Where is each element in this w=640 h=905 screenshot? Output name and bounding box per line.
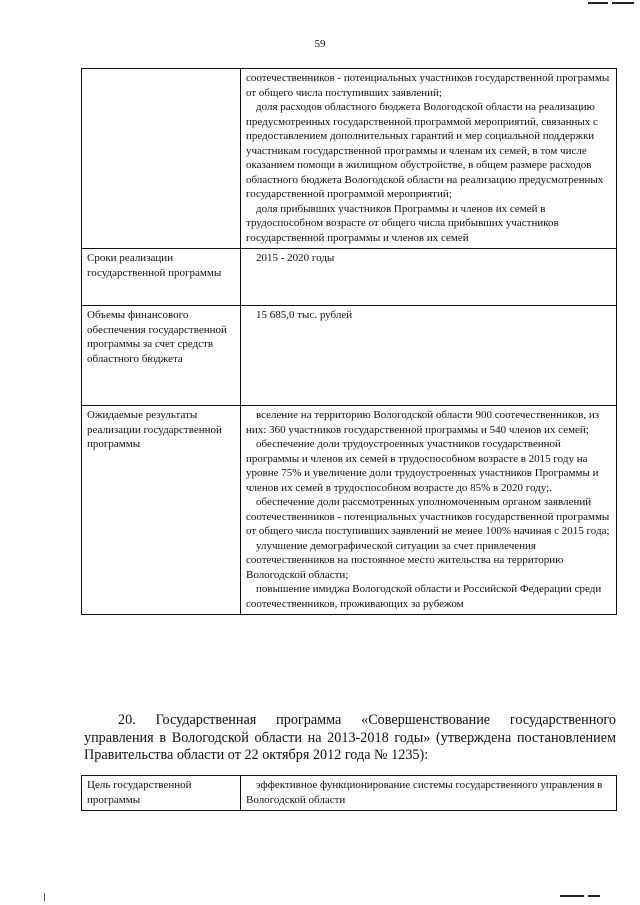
row-label-funding: Объемы финансового обеспечения государственной программы за счет средств областного бюджета xyxy=(82,306,241,406)
result-line: обеспечение доли трудоустроенных участников государственной программы и членов их семей в трудоспособном возрасте в 2015 году на уровне 75% и увеличение доли трудоустроенных участников Программы и членов их семей в трудоспособном возрасте до 85% в 2020 году;. xyxy=(246,438,599,494)
row-label-results: Ожидаемые результаты реализации государственной программы xyxy=(82,406,241,615)
row-label-terms: Сроки реализации государственной программы xyxy=(82,249,241,306)
indicator-line: доля прибывших участников Программы и членов их семей в трудоспособном возрасте от общего числа прибывших участников государственной программы и членов их семей xyxy=(246,202,559,244)
table-row-indicators xyxy=(82,69,617,249)
page-number: 59 xyxy=(314,38,326,50)
row-value-terms xyxy=(241,249,617,306)
table-row-results xyxy=(82,406,617,615)
indicator-line: соотечественников - потенциальных участников государственной программы от общего числа поступивших заявлений; xyxy=(246,72,610,99)
row-label-empty xyxy=(82,69,241,249)
result-line: повышение имиджа Вологодской области и Российской Федерации среди соотечественников, проживающих за рубежом xyxy=(246,583,602,610)
program-passport-table xyxy=(81,68,617,615)
table-row-goal xyxy=(82,776,617,811)
row-label-goal: Цель государственной программы xyxy=(82,776,241,811)
result-line: обеспечение доли рассмотренных уполномоченным органом заявлений соотечественников - потенциальных участников государственной программы от общего числа поступивших заявлений не менее 100% начиная с 2015 года; xyxy=(246,496,610,537)
goal-value: эффективное функционирование системы государственного управления в Вологодской области xyxy=(246,779,603,806)
funding-value: 15 685,0 тыс. рублей xyxy=(256,309,353,321)
row-value-results xyxy=(241,406,617,615)
program-goal-table xyxy=(81,775,617,811)
indicator-line: доля расходов областного бюджета Вологодской области на реализацию предусмотренных государственной программой мероприятий, связанных с предоставлением дополнительных гарантий и мер социальной поддержки участникам государственной программы и членам их семей, в том числе оказанием помощи в жилищном обустройстве, в общем размере расходов областного бюджета Вологодской области на реализацию предусмотренных государственной программой мероприятий; xyxy=(246,101,604,200)
table-row-terms xyxy=(82,249,617,306)
result-line: вселение на территорию Вологодской области 900 соотечественников, из них: 360 участников государственной программы и 540 членов их семей; xyxy=(246,409,600,436)
section-20-heading xyxy=(84,712,616,765)
row-value-indicators xyxy=(241,69,617,249)
terms-value: 2015 - 2020 годы xyxy=(256,252,335,264)
row-value-funding xyxy=(241,306,617,406)
result-line: улучшение демографической ситуации за счет привлечения соотечественников на постоянное место жительства на территорию Вологодской области; xyxy=(246,539,564,581)
table-row-funding xyxy=(82,306,617,406)
row-value-goal xyxy=(241,776,617,811)
scan-corner-marks xyxy=(580,0,640,8)
section-20-heading-text: 20. Государственная программа «Совершенствование государственного управления в Вологодской области на 2013-2018 годы» (утверждена постановлением Правительства области от 22 октября 2012 года № 1235): xyxy=(84,712,616,763)
